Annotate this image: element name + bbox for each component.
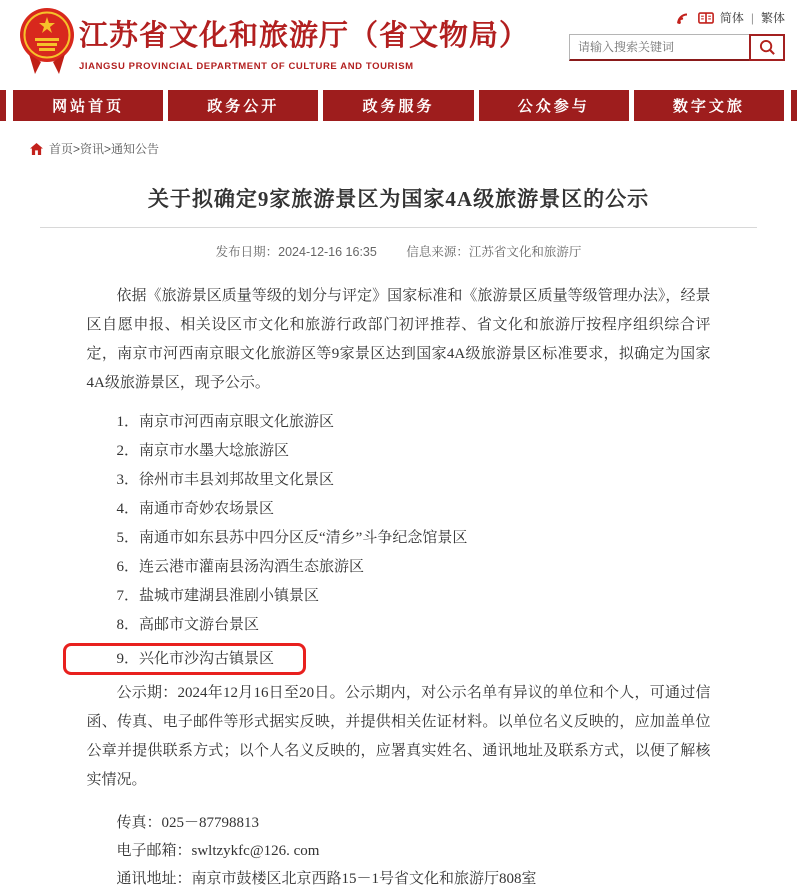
list-item: 2．南京市水墨大埝旅游区 (116, 443, 290, 459)
header-right (569, 9, 785, 61)
document-body (87, 282, 711, 893)
address-line: 通讯地址：南京市鼓楼区北京西路15－1号省文化和旅游厅808室 (116, 871, 537, 887)
list-item-highlighted (87, 643, 711, 675)
list-item: 4．南通市奇妙农场景区 (116, 501, 275, 517)
scenic-area-list (87, 408, 711, 675)
book-icon[interactable] (698, 11, 713, 25)
site-title-block (79, 13, 529, 72)
site-subtitle: JIANGSU PROVINCIAL DEPARTMENT OF CULTURE AND TOURISM (79, 61, 414, 72)
search-box (569, 34, 785, 61)
site-header (0, 0, 797, 90)
publish-date: 发布日期：2024-12-16 16:35 (215, 245, 377, 259)
article (40, 183, 757, 893)
nav-tab-gov-service[interactable]: 政务服务 (323, 90, 473, 121)
lang-simplified-link[interactable]: 简体 (719, 11, 744, 25)
nav-tab-home[interactable]: 网站首页 (13, 90, 163, 121)
page-title: 关于拟确定9家旅游景区为国家4A级旅游景区的公示 (147, 187, 650, 211)
rss-icon[interactable] (676, 11, 691, 25)
paragraph-notice-period: 公示期：2024年12月16日至20日。公示期内，对公示名单有异议的单位和个人，可通过信函、传真、电子邮件等形式据实反映，并提供相关佐证材料。以单位名义反映的，应加盖单位公章并提供联系方式；以个人名义反映的，应署真实姓名、通讯地址及联系方式，以便了解核实情况。 (86, 685, 711, 788)
site-title: 江苏省文化和旅游厅（省文物局） (79, 20, 530, 52)
search-button[interactable] (749, 34, 785, 61)
home-icon (30, 143, 43, 155)
list-item: 1．南京市河西南京眼文化旅游区 (116, 414, 335, 430)
article-meta (40, 242, 757, 260)
nav-tabs (13, 90, 784, 121)
nav-tab-gov-open[interactable]: 政务公开 (168, 90, 318, 121)
nav-left-strip (0, 90, 6, 121)
list-item: 6．连云港市灌南县汤沟酒生态旅游区 (116, 559, 365, 575)
breadcrumb-text: 首页>资讯>通知公告 (49, 142, 160, 156)
nav-right-strip (791, 90, 797, 121)
main-nav (0, 90, 797, 121)
fax-line: 传真：025－87798813 (116, 815, 260, 831)
email-line: 电子邮箱：swltzykfc@126. com (116, 843, 320, 859)
list-item: 5．南通市如东县苏中四分区反“清乡”斗争纪念馆景区 (116, 530, 468, 546)
info-source: 信息来源：江苏省文化和旅游厅 (406, 245, 582, 259)
search-input[interactable] (569, 34, 749, 61)
lang-row (569, 9, 785, 26)
title-divider (40, 227, 757, 228)
nav-tab-public-participation[interactable]: 公众参与 (479, 90, 629, 121)
paragraph-intro: 依据《旅游景区质量等级的划分与评定》国家标准和《旅游景区质量等级管理办法》，经景区自愿申报、相关设区市文化和旅游行政部门初评推荐、省文化和旅游厅按程序组织综合评定，南京市河西南京眼文化旅游区等9家景区达到国家4A级旅游景区标准要求，拟确定为国家4A级旅游景区，现予公示。 (86, 288, 711, 391)
red-highlight-box: 9．兴化市沙沟古镇景区 (63, 643, 307, 675)
national-emblem-icon (19, 6, 75, 76)
magnifier-icon (759, 39, 776, 56)
breadcrumb[interactable] (30, 140, 797, 157)
list-item: 8．高邮市文游台景区 (116, 617, 260, 633)
lang-traditional-link[interactable]: 繁体 (760, 11, 785, 25)
nav-tab-digital-culture[interactable]: 数字文旅 (634, 90, 784, 121)
list-item: 3．徐州市丰县刘邦故里文化景区 (116, 472, 335, 488)
list-item: 7．盐城市建湖县淮剧小镇景区 (116, 588, 320, 604)
lang-separator: | (750, 10, 754, 25)
